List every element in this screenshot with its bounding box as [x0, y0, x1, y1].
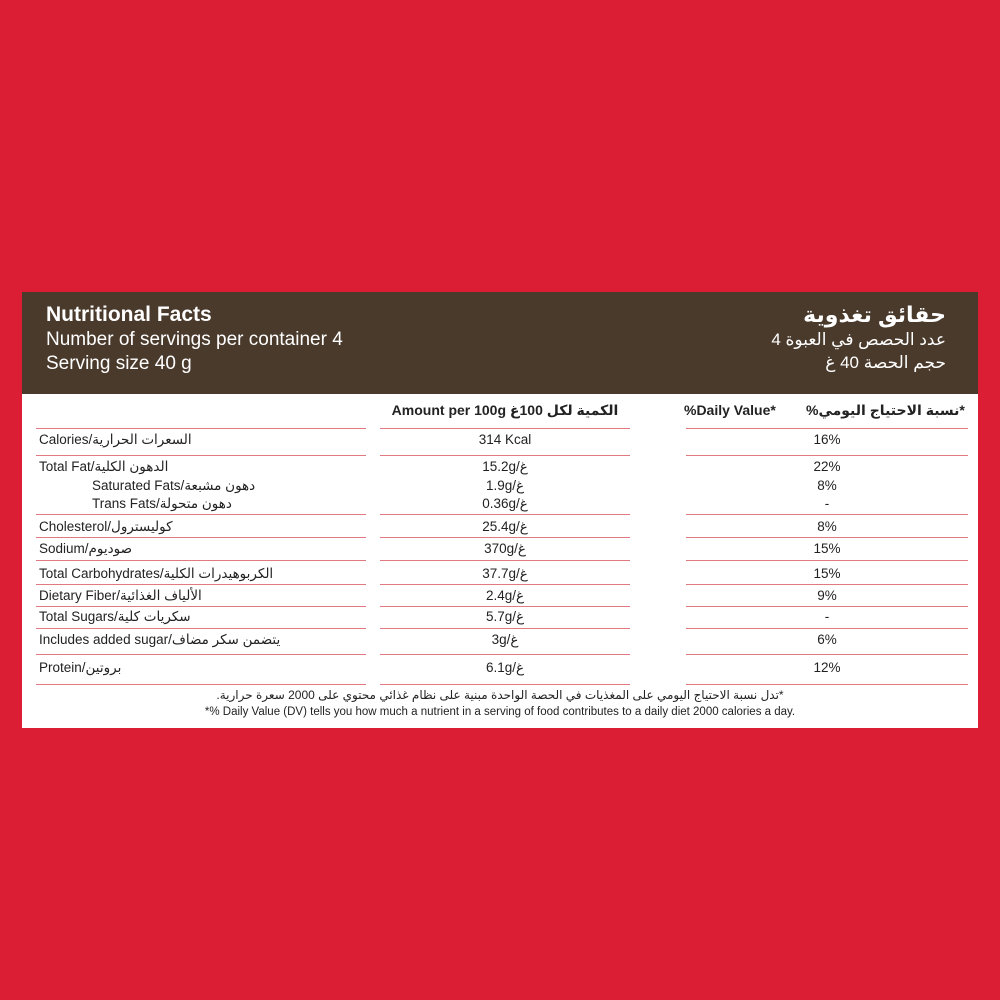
row-divider	[686, 684, 968, 685]
nutrient-name: Dietary Fiber/الألياف الغذائية	[39, 588, 202, 603]
row-divider	[686, 560, 968, 561]
serving-size-english: Serving size 40 g	[46, 353, 192, 374]
nutrient-daily-value: 16%	[813, 432, 841, 447]
row-divider	[36, 654, 366, 655]
nutrient-name: Saturated Fats/دهون مشبعة	[92, 478, 256, 493]
row-divider	[36, 628, 366, 629]
nutrient-daily-value: 8%	[817, 519, 837, 534]
label-header	[22, 292, 978, 394]
row-divider	[36, 514, 366, 515]
row-divider	[380, 584, 630, 585]
nutrient-amount: 314 Kcal	[478, 432, 532, 447]
row-divider	[36, 560, 366, 561]
nutrient-name: Protein/بروتين	[39, 660, 122, 675]
servings-english: Number of servings per container 4	[46, 329, 343, 350]
row-divider	[380, 560, 630, 561]
nutrient-daily-value: -	[824, 609, 830, 624]
row-divider	[380, 628, 630, 629]
title-english: Nutritional Facts	[46, 303, 212, 326]
header-arabic	[771, 302, 946, 374]
nutrition-label	[22, 292, 978, 728]
nutrient-amount: 3g/غ	[491, 632, 519, 647]
nutrient-amount: 25.4g/غ	[482, 519, 528, 534]
row-divider	[36, 684, 366, 685]
nutrient-amount: 1.9g/غ	[485, 478, 525, 493]
row-divider	[380, 606, 630, 607]
nutrient-daily-value: 15%	[813, 541, 841, 556]
row-divider	[36, 537, 366, 538]
nutrient-amount: 37.7g/غ	[482, 566, 528, 581]
row-divider	[36, 455, 366, 456]
nutrient-daily-value: 8%	[817, 478, 837, 493]
header-divider	[380, 428, 630, 429]
nutrient-amount: 5.7g/غ	[485, 609, 525, 624]
nutrient-daily-value: 6%	[817, 632, 837, 647]
footnote-arabic: *تدل نسبة الاحتياج اليومي على المغذيات في الحصة الواحدة مبنية على نظام غذائي محتوي على 2000 سعرة حرارية.	[216, 688, 784, 702]
row-divider	[380, 514, 630, 515]
nutrient-name: Includes added sugar/يتضمن سكر مضاف	[39, 632, 281, 647]
footnote-english: *% Daily Value (DV) tells you how much a nutrient in a serving of food contributes to a daily diet 2000 calories a day.	[204, 706, 796, 718]
nutrient-amount: 15.2g/غ	[482, 459, 528, 474]
nutrient-name: Calories/السعرات الحرارية	[39, 432, 192, 447]
row-divider	[686, 514, 968, 515]
row-divider	[36, 584, 366, 585]
nutrient-name: Trans Fats/دهون متحولة	[92, 496, 232, 511]
row-divider	[36, 606, 366, 607]
column-header-daily-value-arabic: *نسبة الاحتياج اليومي%	[806, 402, 965, 418]
nutrient-daily-value: -	[824, 496, 830, 511]
row-divider	[380, 654, 630, 655]
nutrient-name: Total Fat/الدهون الكلية	[39, 459, 169, 474]
title-arabic: حقائق تغذوية	[803, 302, 946, 327]
nutrient-name: Sodium/صوديوم	[39, 541, 133, 556]
serving-size-arabic: حجم الحصة 40 غ	[825, 353, 946, 372]
row-divider	[686, 584, 968, 585]
row-divider	[686, 537, 968, 538]
row-divider	[686, 606, 968, 607]
nutrient-amount: 370g/غ	[484, 541, 526, 556]
nutrient-daily-value: 12%	[813, 660, 841, 675]
nutrient-daily-value: 9%	[817, 588, 837, 603]
row-divider	[380, 684, 630, 685]
header-divider	[686, 428, 968, 429]
column-header-daily-value-english: %Daily Value*	[684, 402, 776, 418]
nutrient-amount: 6.1g/غ	[485, 660, 525, 675]
row-divider	[686, 654, 968, 655]
nutrient-daily-value: 22%	[813, 459, 841, 474]
row-divider	[686, 455, 968, 456]
servings-arabic: عدد الحصص في العبوة 4	[771, 330, 946, 349]
header-english	[46, 302, 343, 376]
row-divider	[686, 628, 968, 629]
nutrient-name: Total Carbohydrates/الكربوهيدرات الكلية	[39, 566, 274, 581]
nutrient-daily-value: 15%	[813, 566, 841, 581]
column-header-amount: Amount per 100g الكمية لكل 100غ	[391, 402, 619, 418]
nutrient-amount: 0.36g/غ	[482, 496, 528, 511]
row-divider	[380, 455, 630, 456]
nutrient-name: Total Sugars/سكريات كلية	[39, 609, 191, 624]
header-divider	[36, 428, 366, 429]
row-divider	[380, 537, 630, 538]
nutrient-amount: 2.4g/غ	[485, 588, 525, 603]
nutrient-name: Cholesterol/كوليسترول	[39, 519, 173, 534]
